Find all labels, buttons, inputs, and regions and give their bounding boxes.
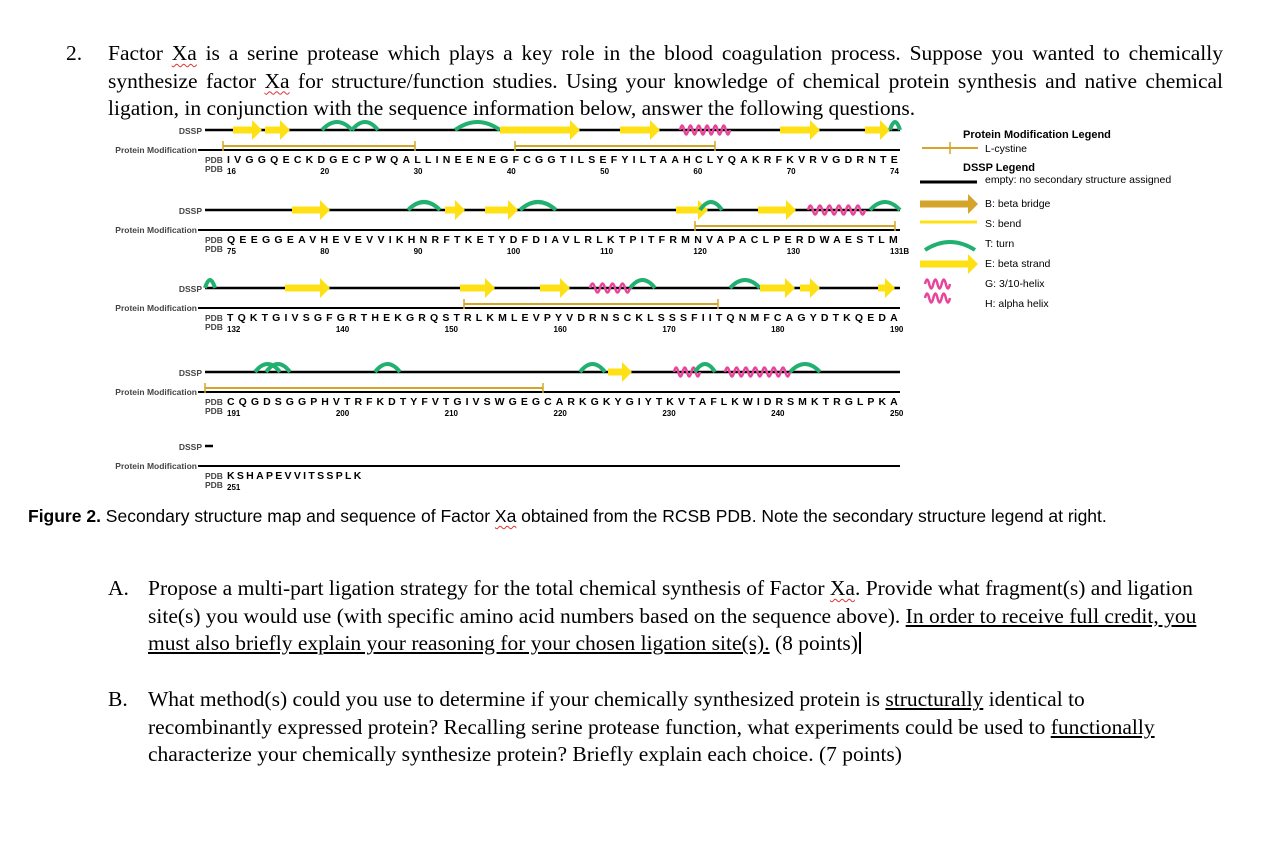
beta-strand-arrow [540, 278, 570, 298]
legend-item-label: T: turn [985, 238, 1015, 250]
figure-caption: Figure 2. Secondary structure map and sequence of Factor Xa obtained from the RCSB PDB. Note the secondary structure legend at right. [28, 506, 1107, 526]
sequence-text: CQGDSGGPHVTRFKDTYFVTGIVSWGEGCARKGKYGIYTKVTAFLKWIDRSMKTRGLPKA [227, 396, 900, 408]
beta-strand-arrow [780, 120, 820, 140]
protein-modification-label: Protein Modification [115, 225, 197, 235]
residue-number-tick: 16 [227, 167, 236, 176]
question-2-text: Factor Xa is a serine protease which plays a key role in the blood coagulation process. Suppose you wanted to chemically synthesize factor Xa for structure/function studies. Using your knowledge of chemical protein synthesis and native chemical ligation, in conjunction with the sequence information below, answer the following questions. [108, 41, 1224, 120]
protein-modification-label: Protein Modification [115, 145, 197, 155]
residue-number-tick: 20 [320, 167, 330, 176]
residue-number-tick: 140 [335, 325, 350, 334]
beta-strand-arrow [620, 120, 660, 140]
residue-number-tick: 75 [227, 247, 236, 256]
pdb-label: PDB [205, 155, 223, 165]
legend-item-label: G: 3/10-helix [985, 278, 1045, 290]
legend-item-label: empty: no secondary structure assigned [985, 174, 1172, 186]
residue-number-tick: 132 [227, 325, 241, 334]
beta-strand-arrow [760, 278, 795, 298]
question-number: 2. [66, 41, 83, 65]
residue-number-tick: 74 [890, 167, 899, 176]
helix-coil [725, 368, 790, 377]
pdb-label: PDB [205, 235, 223, 245]
beta-strand-arrow [485, 200, 518, 220]
factor-xa-term: Xa [171, 41, 197, 65]
residue-number-tick: 220 [553, 409, 567, 418]
dssp-row-label: DSSP [178, 206, 202, 216]
protein-modification-label: Protein Modification [115, 303, 197, 313]
residue-number-tick: 100 [506, 247, 521, 256]
beta-strand-arrow [233, 120, 262, 140]
beta-strand-arrow [265, 120, 290, 140]
pdb-label: PDB [205, 313, 223, 323]
beta-strand-arrow [460, 278, 495, 298]
residue-number-tick: 200 [335, 409, 350, 418]
part-label: B. [108, 687, 128, 711]
residue-number-tick: 90 [413, 247, 423, 256]
beta-strand-arrow [608, 362, 632, 382]
residue-number-tick: 60 [693, 167, 703, 176]
dssp-row-label: DSSP [178, 284, 202, 294]
residue-number-tick: 70 [786, 167, 796, 176]
residue-number-tick: 240 [771, 409, 785, 418]
protein-modification-label: Protein Modification [115, 387, 197, 397]
residue-number-tick: 250 [890, 409, 904, 418]
sequence-text: QEEGGEAVHEVEVVIKHNRFTKETYDFDIAVLRLKTPITFRMNVAPACLPERDWAESTLM [227, 234, 901, 246]
text-cursor [859, 632, 861, 654]
legend-bridge-swatch [920, 194, 978, 214]
residue-number-tick: 80 [320, 247, 330, 256]
residue-number-tick: 110 [600, 247, 614, 256]
residue-number-tick: 40 [506, 167, 516, 176]
beta-strand-arrow [445, 200, 465, 220]
legend-title: Protein Modification Legend [963, 129, 1111, 141]
residue-number-tick: 210 [444, 409, 459, 418]
factor-xa-term: Xa [264, 68, 290, 93]
pdb-label: PDB [205, 471, 223, 481]
beta-strand-arrow [500, 120, 580, 140]
legend-item-label: B: beta bridge [985, 198, 1051, 210]
sequence-text: KSHAPEVVITSSPLK [227, 470, 364, 482]
residue-number-tick: 230 [662, 409, 676, 418]
legend-strand-swatch [920, 254, 978, 274]
part-b-text: What method(s) could you use to determine if your chemically synthesized protein is structurally identical to recombinantly expressed protein? Recalling serine protease function, what experiments could be used to functionally characterize your chemically synthesize protein? Briefly explain each choice. (7 points) [148, 687, 1155, 766]
part-label: A. [108, 576, 129, 600]
factor-xa-term: Xa [829, 576, 855, 600]
pdb-label: PDB [205, 164, 223, 174]
residue-number-tick: 251 [227, 483, 241, 492]
legend-alpha-swatch [925, 294, 950, 303]
factor-xa-term: Xa [494, 506, 517, 526]
pdb-label: PDB [205, 480, 223, 490]
legend-item-label: H: alpha helix [985, 298, 1049, 310]
pdb-label: PDB [205, 397, 223, 407]
residue-number-tick: 130 [786, 247, 801, 256]
legend-turn-swatch [925, 242, 975, 250]
residue-number-tick: 131B [890, 247, 910, 256]
beta-strand-arrow [758, 200, 796, 220]
residue-number-tick: 180 [771, 325, 785, 334]
beta-strand-arrow [676, 200, 708, 220]
helix-coil [680, 126, 730, 135]
residue-number-tick: 190 [890, 325, 904, 334]
figure-label: Figure 2. [28, 506, 101, 526]
pdb-label: PDB [205, 244, 223, 254]
residue-number-tick: 30 [413, 167, 423, 176]
part-a-text: Propose a multi-part ligation strategy for the total chemical synthesis of Factor Xa. Provide what fragment(s) and ligation site(s) you would use (with specific amino acid numbers based on the sequence above). In order to receive full credit, you must also briefly explain your reasoning for your chosen ligation site(s). (8 points) [148, 576, 1197, 655]
dssp-row-label: DSSP [178, 126, 202, 136]
beta-strand-arrow [292, 200, 330, 220]
pdb-label: PDB [205, 406, 223, 416]
helix-coil [590, 284, 630, 293]
legend-item-label: E: beta strand [985, 258, 1051, 270]
residue-number-tick: 191 [227, 409, 241, 418]
pdb-label: PDB [205, 322, 223, 332]
beta-strand-arrow [800, 278, 820, 298]
sequence-text: TQKTGIVSGFGRTHEKGRQSTRLKMLEVPYVDRNSCKLSSSFIITQNMFCAGYDTKQEDA [227, 312, 900, 324]
beta-strand-arrow [285, 278, 330, 298]
protein-modification-label: Protein Modification [115, 461, 197, 471]
dssp-row-label: DSSP [178, 442, 202, 452]
residue-number-tick: 120 [693, 247, 707, 256]
residue-number-tick: 160 [553, 325, 567, 334]
dssp-row-label: DSSP [178, 368, 202, 378]
beta-strand-arrow [865, 120, 890, 140]
sequence-text: IVGGQECKDGECPWQALLINEENEGFCGGTILSEFYILTAAHCLYQAKRFKVRVGDRNTE [227, 154, 901, 166]
residue-number-tick: 50 [600, 167, 610, 176]
legend-item-label: S: bend [985, 218, 1022, 230]
helix-coil [808, 206, 865, 215]
residue-number-tick: 150 [444, 325, 459, 334]
legend-title: DSSP Legend [963, 162, 1035, 174]
legend-310-swatch [925, 280, 950, 289]
full-credit-note: In order to receive full credit, you must also briefly explain your reasoning for your chosen ligation site(s). [148, 603, 1197, 655]
legend-cystine-label: L-cystine [985, 143, 1028, 155]
residue-number-tick: 170 [662, 325, 676, 334]
beta-strand-arrow [878, 278, 895, 298]
